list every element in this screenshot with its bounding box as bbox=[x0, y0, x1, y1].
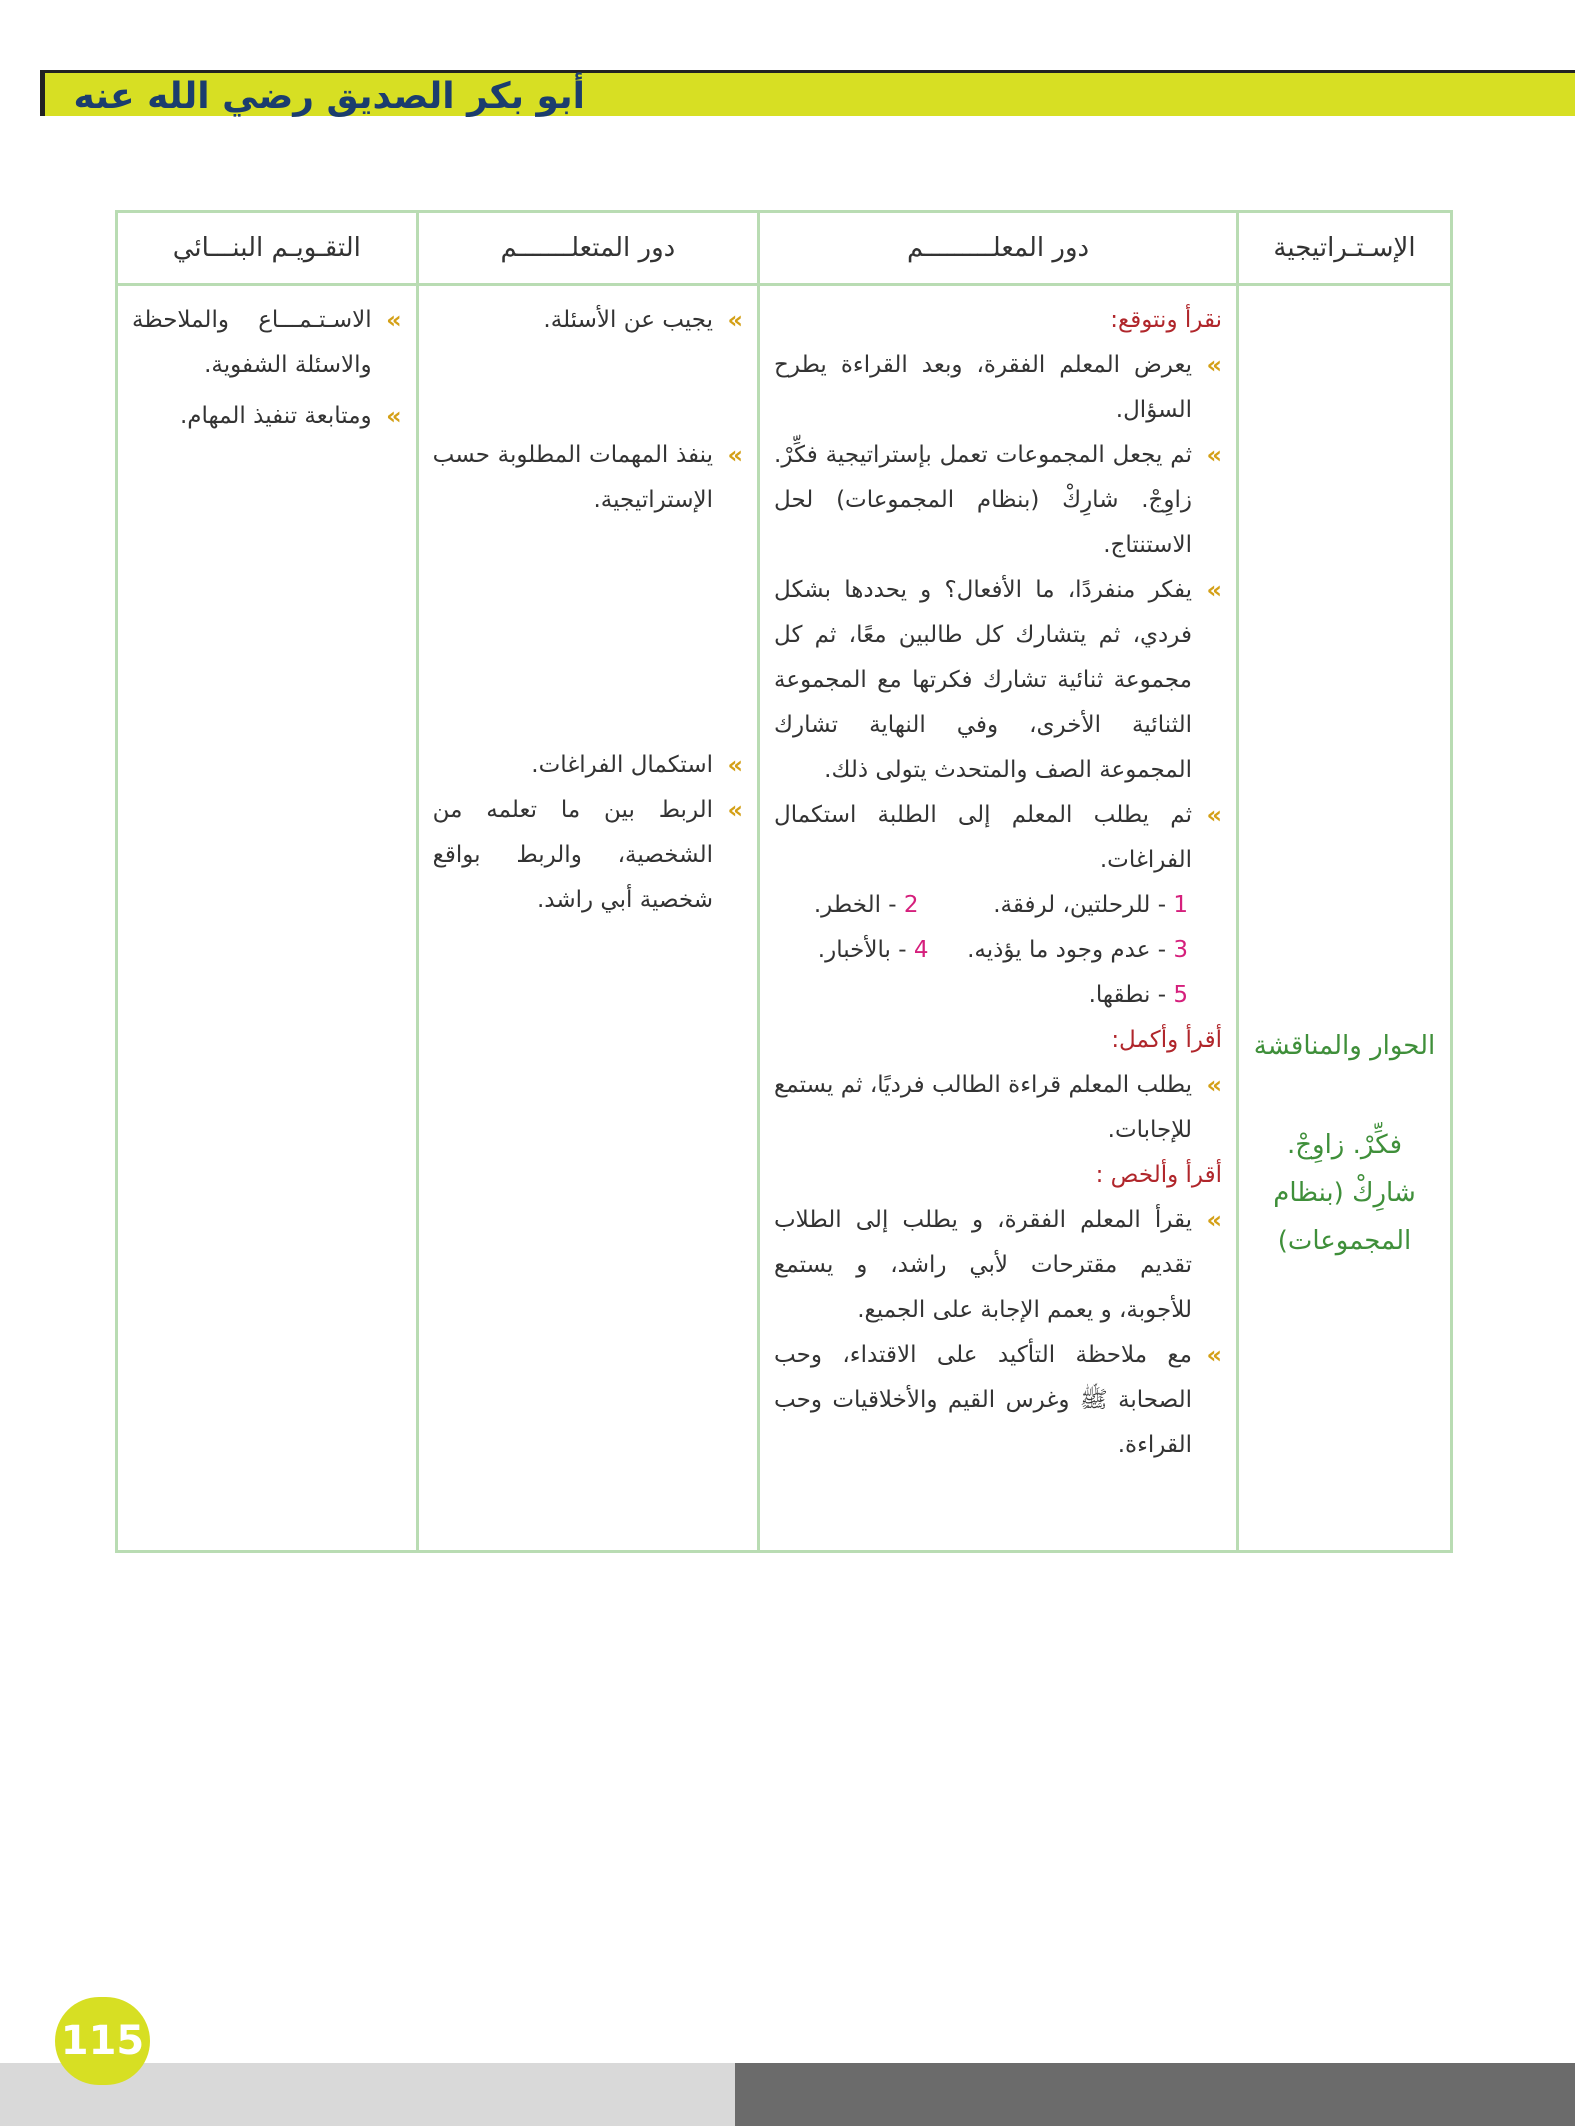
evaluation-item: » ومتابعة تنفيذ المهام. bbox=[132, 394, 402, 439]
header-strategy: الإسـتـراتيجية bbox=[1238, 212, 1452, 285]
teacher-item: » يفكر منفردًا، ما الأفعال؟ و يحددها بشكل فردي، ثم يتشارك كل طالبين معًا، ثم كل مجموعة ثنائية تشارك فكرتها مع المجموعة الثنائية الأخرى، وفي النهاية تشارك المجموعة الصف والمتحدث يتولى ذلك. bbox=[774, 568, 1222, 793]
bullet-icon: » bbox=[1206, 1071, 1222, 1099]
table-row bbox=[117, 285, 1452, 1552]
evaluation-cell bbox=[117, 285, 418, 1552]
strategy-sub-line: فكِّرْ. زاوِجْ. bbox=[1286, 1130, 1403, 1160]
bullet-icon: » bbox=[1206, 441, 1222, 469]
header-learner-role: دور المتعلـــــــم bbox=[417, 212, 758, 285]
table-header-row bbox=[117, 212, 1452, 285]
bullet-icon: » bbox=[386, 306, 402, 334]
fill-answer-row: 1 - للرحلتين، لرفقة. 2 - الخطر. bbox=[813, 892, 1188, 918]
header-teacher-role: دور المعلـــــــــم bbox=[759, 212, 1238, 285]
teacher-item: » مع ملاحظة التأكيد على الاقتداء، وحب الصحابة ﷺ وغرس القيم والأخلاقيات وحب القراءة. bbox=[774, 1333, 1222, 1468]
bullet-icon: » bbox=[1206, 576, 1222, 604]
teacher-item: » يعرض المعلم الفقرة، وبعد القراءة يطرح السؤال. bbox=[774, 343, 1222, 433]
evaluation-item: » الاسـتـمـــاع والملاحظة والاسئلة الشفوية. bbox=[132, 298, 402, 388]
strategy-sub-line: شارِكْ (بنظام bbox=[1273, 1178, 1416, 1208]
teacher-item: » يطلب المعلم قراءة الطالب فرديًا، ثم يستمع للإجابات. bbox=[774, 1063, 1222, 1153]
bullet-icon: » bbox=[727, 751, 744, 779]
bullet-icon: » bbox=[1206, 351, 1222, 379]
learner-item: » ينفذ المهمات المطلوبة حسب الإستراتيجية. bbox=[433, 433, 743, 523]
bullet-icon: » bbox=[386, 402, 402, 430]
section-heading: نقرأ ونتوقع: bbox=[1110, 307, 1222, 333]
strategy-sub-line: المجموعات) bbox=[1277, 1226, 1412, 1256]
teacher-item: » ثم يطلب المعلم إلى الطلبة استكمال الفراغات. bbox=[774, 793, 1222, 883]
bullet-icon: » bbox=[727, 441, 744, 469]
bullet-icon: » bbox=[727, 306, 744, 334]
teacher-item: » يقرأ المعلم الفقرة، و يطلب إلى الطلاب تقديم مقترحات لأبي راشد، و يستمع للأجوبة، و يعمم الإجابة على الجميع. bbox=[774, 1198, 1222, 1333]
learner-item: » يجيب عن الأسئلة. bbox=[433, 298, 743, 343]
fill-answer-row: 5 - نطقها. bbox=[1088, 982, 1188, 1008]
strategy-sub bbox=[1253, 1121, 1436, 1265]
header-left-tick bbox=[40, 70, 45, 116]
section-heading: أقرأ وأكمل: bbox=[1111, 1027, 1222, 1053]
learner-item: » استكمال الفراغات. bbox=[433, 743, 743, 788]
learner-item: » الربط بين ما تعلمه من الشخصية، والربط بواقع شخصية أبي راشد. bbox=[433, 788, 743, 923]
fill-answer-row: 3 - عدم وجود ما يؤذيه. 4 - بالأخبار. bbox=[817, 937, 1188, 963]
teacher-role-cell bbox=[759, 285, 1238, 1552]
learner-role-cell bbox=[417, 285, 758, 1552]
teacher-item: » ثم يجعل المجموعات تعمل بإستراتيجية فكِّرْ. زاوِجْ. شارِكْ (بنظام المجموعات) لحل الاستنتاج. bbox=[774, 433, 1222, 568]
lesson-plan-table bbox=[115, 210, 1453, 1553]
bullet-icon: » bbox=[727, 796, 744, 824]
strategy-main: الحوار والمناقشة bbox=[1253, 1031, 1436, 1061]
page-number: 115 bbox=[55, 1997, 150, 2085]
header-formative-evaluation: التقـويـم البنـــائي bbox=[117, 212, 418, 285]
header-top-rule bbox=[40, 70, 1575, 73]
strategy-cell bbox=[1238, 285, 1452, 1552]
bullet-icon: » bbox=[1206, 1341, 1222, 1369]
bullet-icon: » bbox=[1206, 1206, 1222, 1234]
footer-band-dark bbox=[735, 2063, 1575, 2126]
page-title: أبو بكر الصديق رضي الله عنه bbox=[73, 76, 585, 117]
section-heading: أقرأ وألخص : bbox=[1095, 1162, 1222, 1188]
bullet-icon: » bbox=[1206, 801, 1222, 829]
